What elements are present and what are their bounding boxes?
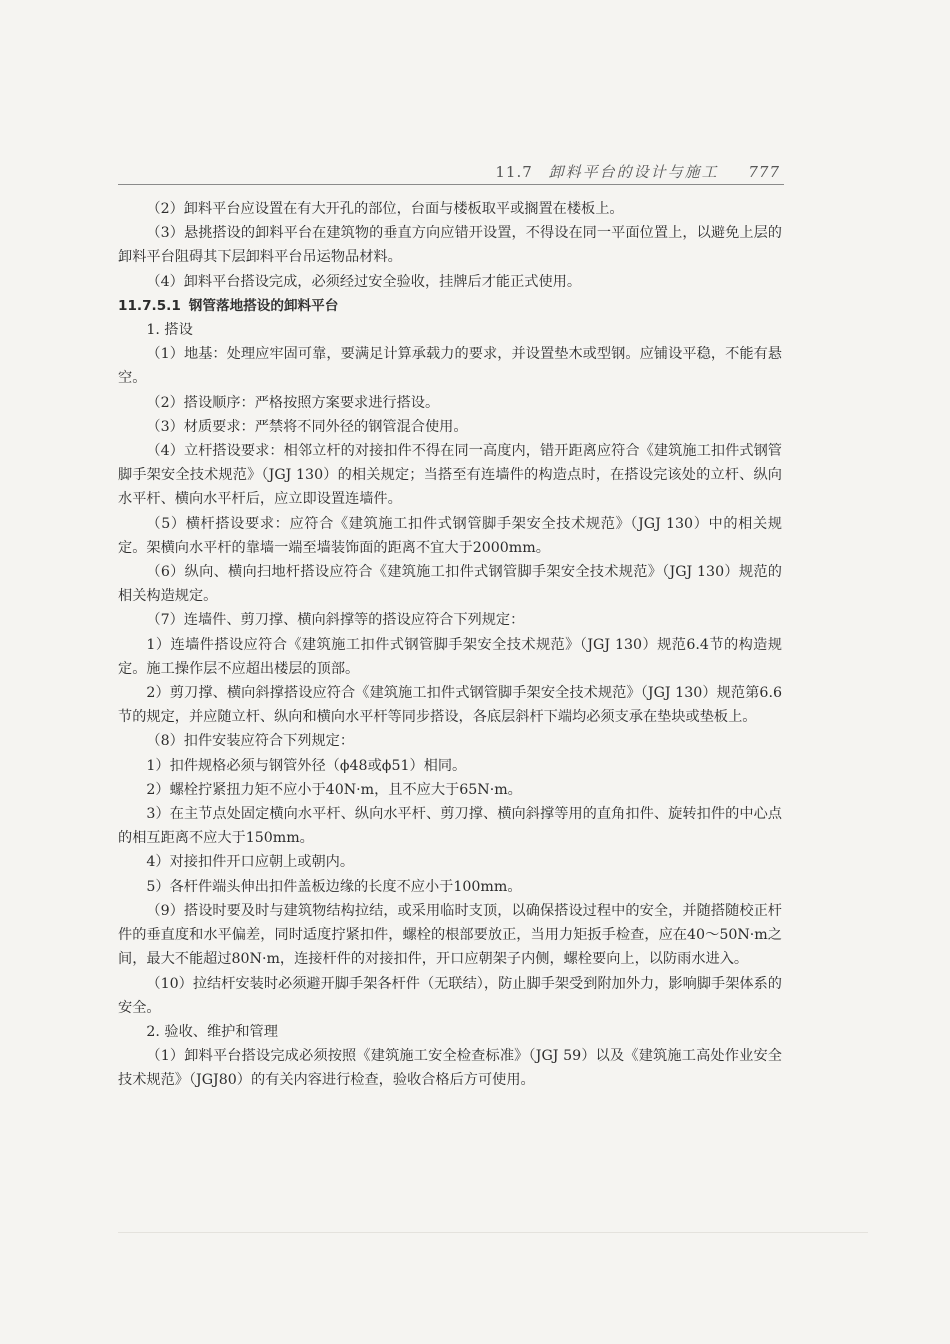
header-section-number: 11.7 [495,163,533,181]
paragraph: （3）悬挑搭设的卸料平台在建筑物的垂直方向应错开设置，不得设在同一平面位置上，以避免上层的卸料平台阻碍其下层卸料平台吊运物品材料。 [118,225,782,266]
paragraph: 2）剪刀撑、横向斜撑搭设应符合《建筑施工扣件式钢管脚手架安全技术规范》（JGJ 130）规范第6.6节的规定，并应随立杆、纵向和横向水平杆等同步搭设，各底层斜杆下端均必须支承在垫块或垫板上。 [118,685,782,726]
paragraph: （9）搭设时要及时与建筑物结构拉结，或采用临时支顶，以确保搭设过程中的安全，并随搭随校正杆件的垂直度和水平偏差，同时适度拧紧扣件，螺栓的根部要放正，当用力矩扳手检查，应在40～50N·m之间，最大不能超过80N·m，连接杆件的对接扣件，开口应朝架子内侧，螺栓要向上，以防雨水进入。 [118,902,782,968]
running-header [118,161,780,182]
paragraph: （6）纵向、横向扫地杆搭设应符合《建筑施工扣件式钢管脚手架安全技术规范》（JGJ 130）规范的相关构造规定。 [118,564,782,605]
heading-text: 钢管落地搭设的卸料平台 [188,297,339,314]
paragraph: （1）卸料平台搭设完成必须按照《建筑施工安全检查标准》（JGJ 59）以及《建筑施工高处作业安全技术规范》（JGJ80）的有关内容进行检查，验收合格后方可使用。 [118,1048,782,1089]
paragraph: （8）扣件安装应符合下列规定： [146,733,355,750]
paragraph: 3）在主节点处固定横向水平杆、纵向水平杆、剪刀撑、横向斜撑等用的直角扣件、旋转扣件的中心点的相互距离不应大于150mm。 [118,806,782,847]
paragraph: （3）材质要求：严禁将不同外径的钢管混合使用。 [146,418,468,435]
paragraph: 4）对接扣件开口应朝上或朝内。 [146,854,355,871]
header-section-title: 卸料平台的设计与施工 [548,163,719,181]
page-number: 777 [748,163,780,181]
paragraph: 1. 搭设 [146,322,193,339]
paragraph: （4）卸料平台搭设完成，必须经过安全验收，挂牌后才能正式使用。 [146,273,582,290]
paragraph: （1）地基：处理应牢固可靠，要满足计算承载力的要求，并设置垫木或型钢。应铺设平稳，不能有悬空。 [118,346,782,387]
page-body [118,197,782,1093]
paragraph: 1）扣件规格必须与钢管外径（ϕ48或ϕ51）相同。 [146,757,467,774]
paragraph: （7）连墙件、剪刀撑、横向斜撑等的搭设应符合下列规定： [146,612,525,629]
paragraph: （5）横杆搭设要求：应符合《建筑施工扣件式钢管脚手架安全技术规范》（JGJ 130）中的相关规定。架横向水平杆的靠墙一端至墙装饰面的距离不宜大于2000mm。 [118,515,782,556]
paragraph: 2. 验收、维护和管理 [146,1023,278,1040]
paragraph: 1）连墙件搭设应符合《建筑施工扣件式钢管脚手架安全技术规范》（JGJ 130）规范6.4节的构造规定。施工操作层不应超出楼层的顶部。 [118,636,782,677]
paragraph: （4）立杆搭设要求：相邻立杆的对接扣件不得在同一高度内，错开距离应符合《建筑施工扣件式钢管脚手架安全技术规范》（JGJ 130）的相关规定；当搭至有连墙件的构造点时，在搭设完该处的立杆、纵向水平杆、横向水平杆后，应立即设置连墙件。 [118,443,782,508]
paragraph: （10）拉结杆安装时必须避开脚手架各杆件（无联结），防止脚手架受到附加外力，影响脚手架体系的安全。 [118,975,782,1016]
paragraph: 2）螺栓拧紧扭力矩不应小于40N·m，且不应大于65N·m。 [146,781,522,798]
header-rule [118,184,784,185]
paragraph: （2）卸料平台应设置在有大开孔的部位，台面与楼板取平或搁置在楼板上。 [146,201,624,217]
paragraph: （2）搭设顺序：严格按照方案要求进行搭设。 [146,394,440,411]
footer-rule [118,1232,868,1233]
heading-number: 11.7.5.1 [118,297,181,314]
paragraph: 5）各杆件端头伸出扣件盖板边缘的长度不应小于100mm。 [146,878,522,895]
section-heading [118,294,782,318]
